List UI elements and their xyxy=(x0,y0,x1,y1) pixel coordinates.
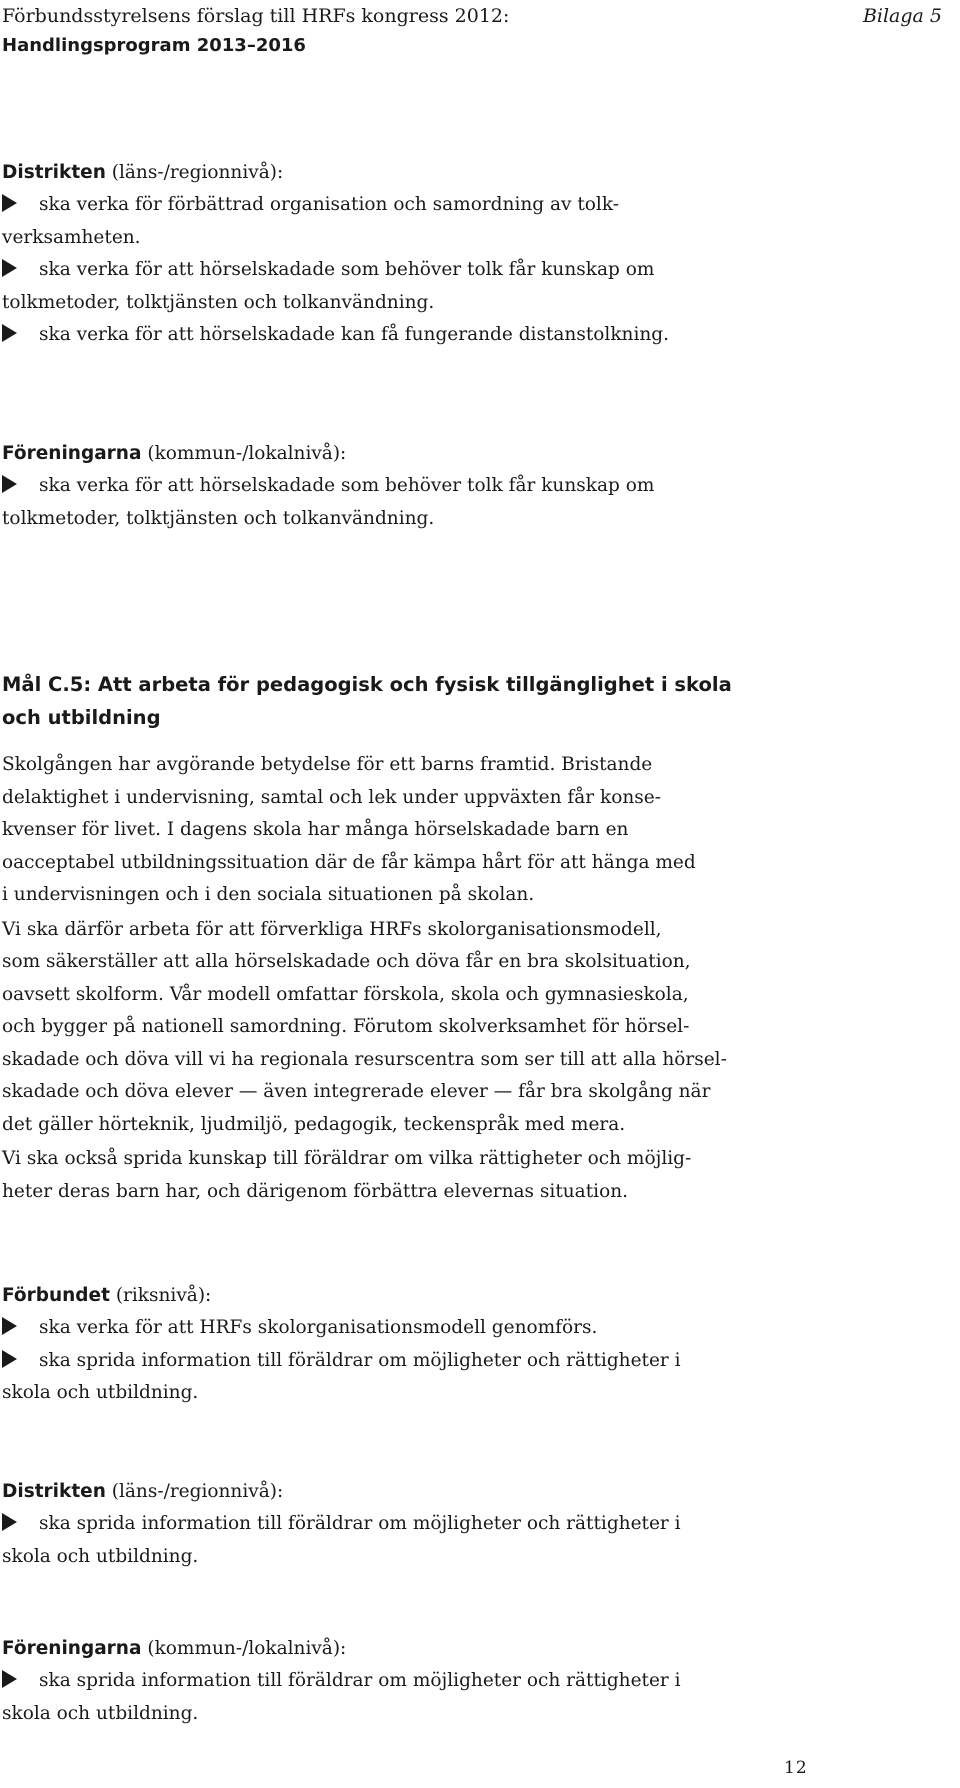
heading-level: (kommun-/lokalnivå): xyxy=(141,1638,347,1659)
bullet-item: ska sprida information till föräldrar om möjligheter och rättigheter i xyxy=(2,1508,782,1541)
heading-lead: Föreningarna xyxy=(2,1638,142,1659)
bullet-continuation: verksamheten. xyxy=(2,226,141,248)
goal-paragraph-1: Skolgången har avgörande betydelse för ett barns framtid. Bristande delaktighet i undervisning, samtal och lek under uppväxten får konse- kvenser för livet. I dagens skola har många hörselskadade barn en oacceptabel utbildningssituation där de får kämpa hårt för att hänga med i undervisningen och i den sociala situationen på skolan. xyxy=(2,754,696,905)
page-number: 12 xyxy=(784,1758,808,1778)
heading-level: (riksnivå): xyxy=(109,1285,212,1306)
bullet-item: ska verka för att HRFs skolorganisationsmodell genomförs. xyxy=(2,1312,782,1345)
section-federation xyxy=(2,1279,782,1410)
bullet-triangle-icon xyxy=(2,1670,17,1688)
section-heading xyxy=(2,156,782,189)
bullet-item: ska sprida information till föräldrar om möjligheter och rättigheter i xyxy=(2,1345,782,1378)
goal-title: Mål C.5: Att arbeta för pedagogisk och fysisk tillgänglighet i skola och utbildning xyxy=(2,673,732,729)
section-districts-1 xyxy=(2,156,782,352)
bullet-triangle-icon xyxy=(2,194,17,212)
bullet-item: ska verka för förbättrad organisation och samordning av tolk- xyxy=(2,189,782,222)
bullet-item: ska verka för att hörselskadade som behöver tolk får kunskap om xyxy=(2,254,782,287)
goal-paragraph-2: Vi ska därför arbeta för att förverkliga HRFs skolorganisationsmodell, som säkerställer att alla hörselskadade och döva får en bra skolsituation, oavsett skolform. Vår modell omfattar förskola, skola och gymnasieskola, och bygger på nationell samordning. Förutom skolverksamhet för hörsel- skadade och döva vill vi ha regionala resurscentra som ser till att alla hörsel- skadade och döva elever — även integrerade elever — får bra skolgång när det gäller hörteknik, ljudmiljö, pedagogik, teckenspråk med mera. xyxy=(2,918,727,1135)
section-heading xyxy=(2,437,782,470)
bullet-item: ska verka för att hörselskadade kan få fungerande distanstolkning. xyxy=(2,319,782,352)
bullet-item: ska sprida information till föräldrar om möjligheter och rättigheter i xyxy=(2,1665,782,1698)
bullet-triangle-icon xyxy=(2,475,17,493)
program-title: Handlingsprogram 2013–2016 xyxy=(2,35,306,56)
appendix-label: Bilaga 5 xyxy=(862,5,942,27)
header-title: Förbundsstyrelsens förslag till HRFs kongress 2012: xyxy=(2,5,510,27)
heading-lead: Förbundet xyxy=(2,1285,110,1306)
bullet-triangle-icon xyxy=(2,324,17,342)
bullet-triangle-icon xyxy=(2,1350,17,1368)
heading-level: (läns-/regionnivå): xyxy=(105,1481,284,1502)
heading-lead: Distrikten xyxy=(2,1481,106,1502)
section-associations-1 xyxy=(2,437,782,535)
section-heading xyxy=(2,1279,782,1312)
bullet-triangle-icon xyxy=(2,1317,17,1335)
heading-lead: Distrikten xyxy=(2,162,106,183)
section-heading xyxy=(2,1475,782,1508)
section-associations-2 xyxy=(2,1632,782,1730)
running-header xyxy=(2,2,942,30)
section-districts-2 xyxy=(2,1475,782,1573)
section-heading xyxy=(2,1632,782,1665)
heading-level: (kommun-/lokalnivå): xyxy=(141,443,347,464)
bullet-continuation: tolkmetoder, tolktjänsten och tolkanvändning. xyxy=(2,507,435,529)
goal-section xyxy=(2,668,792,734)
bullet-triangle-icon xyxy=(2,1513,17,1531)
bullet-continuation: skola och utbildning. xyxy=(2,1545,199,1567)
bullet-continuation: tolkmetoder, tolktjänsten och tolkanvändning. xyxy=(2,291,435,313)
bullet-item: ska verka för att hörselskadade som behöver tolk får kunskap om xyxy=(2,470,782,503)
bullet-continuation: skola och utbildning. xyxy=(2,1382,199,1403)
goal-paragraph-3: Vi ska också sprida kunskap till föräldrar om vilka rättigheter och möjlig- heter deras barn har, och därigenom förbättra elevernas situation. xyxy=(2,1148,692,1202)
heading-lead: Föreningarna xyxy=(2,443,142,464)
goal-body xyxy=(2,749,792,1208)
heading-level: (läns-/regionnivå): xyxy=(105,162,284,183)
bullet-continuation: skola och utbildning. xyxy=(2,1702,199,1724)
bullet-triangle-icon xyxy=(2,259,17,277)
